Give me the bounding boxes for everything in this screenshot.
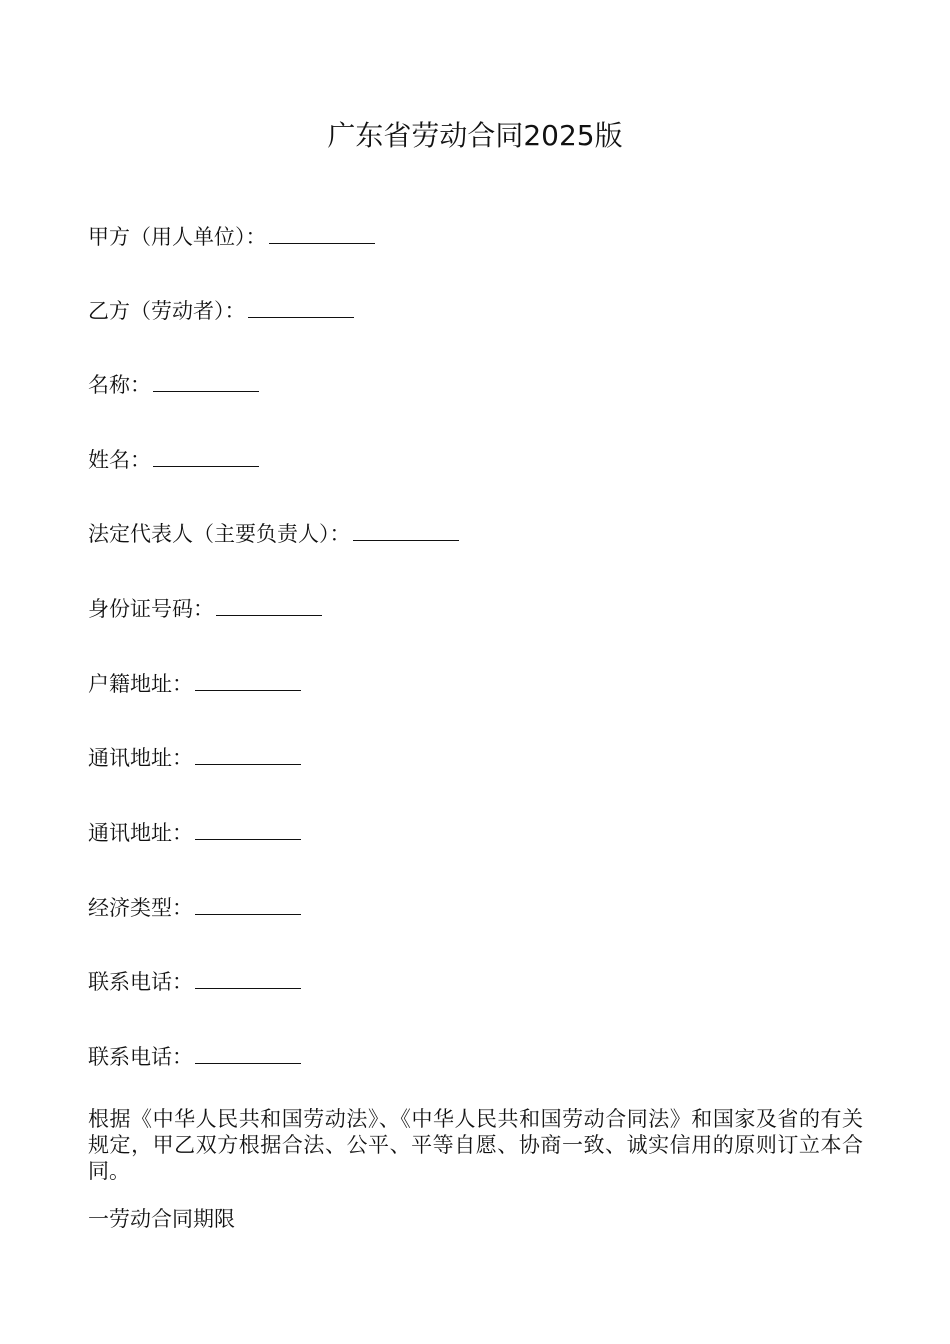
field-label: 身份证号码： bbox=[88, 597, 214, 621]
field-label: 户籍地址： bbox=[88, 672, 193, 696]
field-label: 法定代表人（主要负责人）： bbox=[88, 522, 351, 546]
fill-in-blank[interactable] bbox=[195, 742, 301, 765]
field-label: 通讯地址： bbox=[88, 746, 193, 770]
field-phone-a bbox=[88, 966, 301, 997]
fill-in-blank[interactable] bbox=[353, 518, 459, 541]
field-household-address bbox=[88, 668, 301, 699]
field-id-number bbox=[88, 593, 322, 624]
fill-in-blank[interactable] bbox=[269, 221, 375, 244]
fill-in-blank[interactable] bbox=[248, 295, 354, 318]
preamble-paragraph: 根据《中华人民共和国劳动法》、《中华人民共和国劳动合同法》和国家及省的有关规定，甲乙双方根据合法、公平、平等自愿、协商一致、诚实信用的原则订立本合同。 bbox=[88, 1107, 863, 1183]
field-company-name bbox=[88, 369, 259, 400]
field-party-a bbox=[88, 221, 375, 252]
fill-in-blank[interactable] bbox=[153, 369, 259, 392]
field-mailing-address-a bbox=[88, 742, 301, 773]
fill-in-blank[interactable] bbox=[153, 444, 259, 467]
field-label: 联系电话： bbox=[88, 970, 193, 994]
field-label: 通讯地址： bbox=[88, 821, 193, 845]
field-label: 乙方（劳动者）： bbox=[88, 299, 246, 323]
fill-in-blank[interactable] bbox=[195, 892, 301, 915]
fill-in-blank[interactable] bbox=[195, 966, 301, 989]
section-heading: 一劳动合同期限 bbox=[88, 1207, 235, 1231]
field-label: 经济类型： bbox=[88, 896, 193, 920]
field-mailing-address-b bbox=[88, 817, 301, 848]
document-title: 广东省劳动合同2025版 bbox=[327, 119, 623, 152]
field-label: 甲方（用人单位）： bbox=[88, 225, 267, 249]
field-economic-type bbox=[88, 892, 301, 923]
fill-in-blank[interactable] bbox=[195, 1041, 301, 1064]
field-phone-b bbox=[88, 1041, 301, 1072]
fill-in-blank[interactable] bbox=[195, 668, 301, 691]
field-person-name bbox=[88, 444, 259, 475]
field-label: 联系电话： bbox=[88, 1045, 193, 1069]
field-label: 姓名： bbox=[88, 448, 151, 472]
field-label: 名称： bbox=[88, 373, 151, 397]
fill-in-blank[interactable] bbox=[195, 817, 301, 840]
field-legal-representative bbox=[88, 518, 459, 549]
fill-in-blank[interactable] bbox=[216, 593, 322, 616]
field-party-b bbox=[88, 295, 354, 326]
